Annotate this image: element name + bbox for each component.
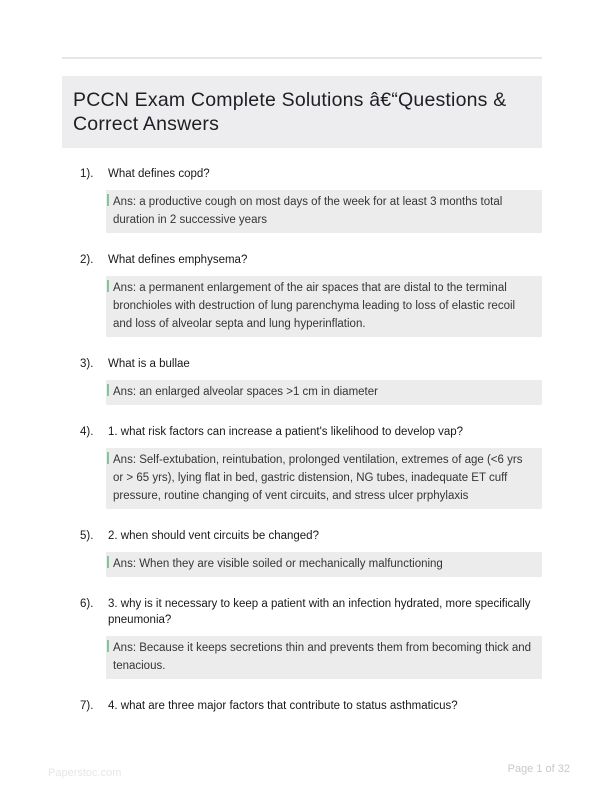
answer-caret bbox=[107, 194, 109, 206]
qa-item-7 bbox=[62, 698, 542, 714]
document-title: PCCN Exam Complete Solutions â€“Questions & Correct Answers bbox=[73, 89, 507, 135]
question-row bbox=[62, 424, 542, 440]
question-number: 3). bbox=[80, 358, 94, 370]
question-row bbox=[62, 356, 542, 372]
answer-caret bbox=[107, 280, 109, 292]
document-page bbox=[62, 0, 542, 714]
page-top-divider bbox=[62, 57, 542, 59]
question-text: What is a bullae bbox=[108, 358, 190, 370]
answer-caret bbox=[107, 452, 109, 464]
question-number: 4). bbox=[80, 426, 94, 438]
qa-item-3 bbox=[62, 356, 542, 405]
answer-text: Ans: a permanent enlargement of the air spaces that are distal to the terminal bronchioles with destruction of lung parenchyma leading to loss of elastic recoil and loss of alveolar septa and lung hyperinflation. bbox=[113, 282, 516, 330]
answer-text: Ans: Because it keeps secretions thin and prevents them from becoming thick and tenacious. bbox=[113, 642, 532, 672]
answer-text: Ans: a productive cough on most days of the week for at least 3 months total duration in 2 successive years bbox=[113, 196, 503, 226]
qa-item-2 bbox=[62, 252, 542, 337]
qa-item-1 bbox=[62, 166, 542, 233]
answer-text: Ans: Self-extubation, reintubation, prolonged ventilation, extremes of age (<6 yrs or > 65 yrs), lying flat in bed, gastric distension, NG tubes, inadequate ET cuff pressure, routine changing of vent circuits, and stress ulcer prphylaxis bbox=[113, 454, 523, 502]
question-row bbox=[62, 166, 542, 182]
question-number: 2). bbox=[80, 254, 94, 266]
answer-text: Ans: an enlarged alveolar spaces >1 cm in diameter bbox=[113, 386, 378, 398]
question-text: 4. what are three major factors that contribute to status asthmaticus? bbox=[108, 700, 458, 712]
question-text: 1. what risk factors can increase a patient's likelihood to develop vap? bbox=[108, 426, 464, 438]
question-row bbox=[62, 528, 542, 544]
question-text: What defines copd? bbox=[108, 168, 210, 180]
page-indicator: Page 1 of 32 bbox=[507, 763, 570, 775]
question-text: 2. when should vent circuits be changed? bbox=[108, 530, 319, 542]
document-title-block bbox=[62, 76, 542, 148]
answer-box bbox=[106, 552, 542, 577]
qa-item-4 bbox=[62, 424, 542, 509]
watermark: Paperstoc.com bbox=[48, 767, 122, 779]
qa-item-5 bbox=[62, 528, 542, 577]
question-row bbox=[62, 252, 542, 268]
qa-item-6 bbox=[62, 596, 542, 679]
answer-box bbox=[106, 636, 542, 679]
question-row bbox=[62, 698, 542, 714]
answer-box bbox=[106, 276, 542, 337]
question-text: 3. why is it necessary to keep a patient with an infection hydrated, more specifically pneumonia? bbox=[108, 598, 531, 626]
question-number: 5). bbox=[80, 530, 94, 542]
answer-caret bbox=[107, 556, 109, 568]
answer-box bbox=[106, 190, 542, 233]
answer-caret bbox=[107, 384, 109, 396]
answer-box bbox=[106, 448, 542, 509]
answer-caret bbox=[107, 640, 109, 652]
answer-box bbox=[106, 380, 542, 405]
question-row bbox=[62, 596, 542, 628]
answer-text: Ans: When they are visible soiled or mechanically malfunctioning bbox=[113, 558, 443, 570]
question-number: 7). bbox=[80, 700, 94, 712]
question-number: 6). bbox=[80, 598, 94, 610]
question-number: 1). bbox=[80, 168, 94, 180]
question-text: What defines emphysema? bbox=[108, 254, 248, 266]
